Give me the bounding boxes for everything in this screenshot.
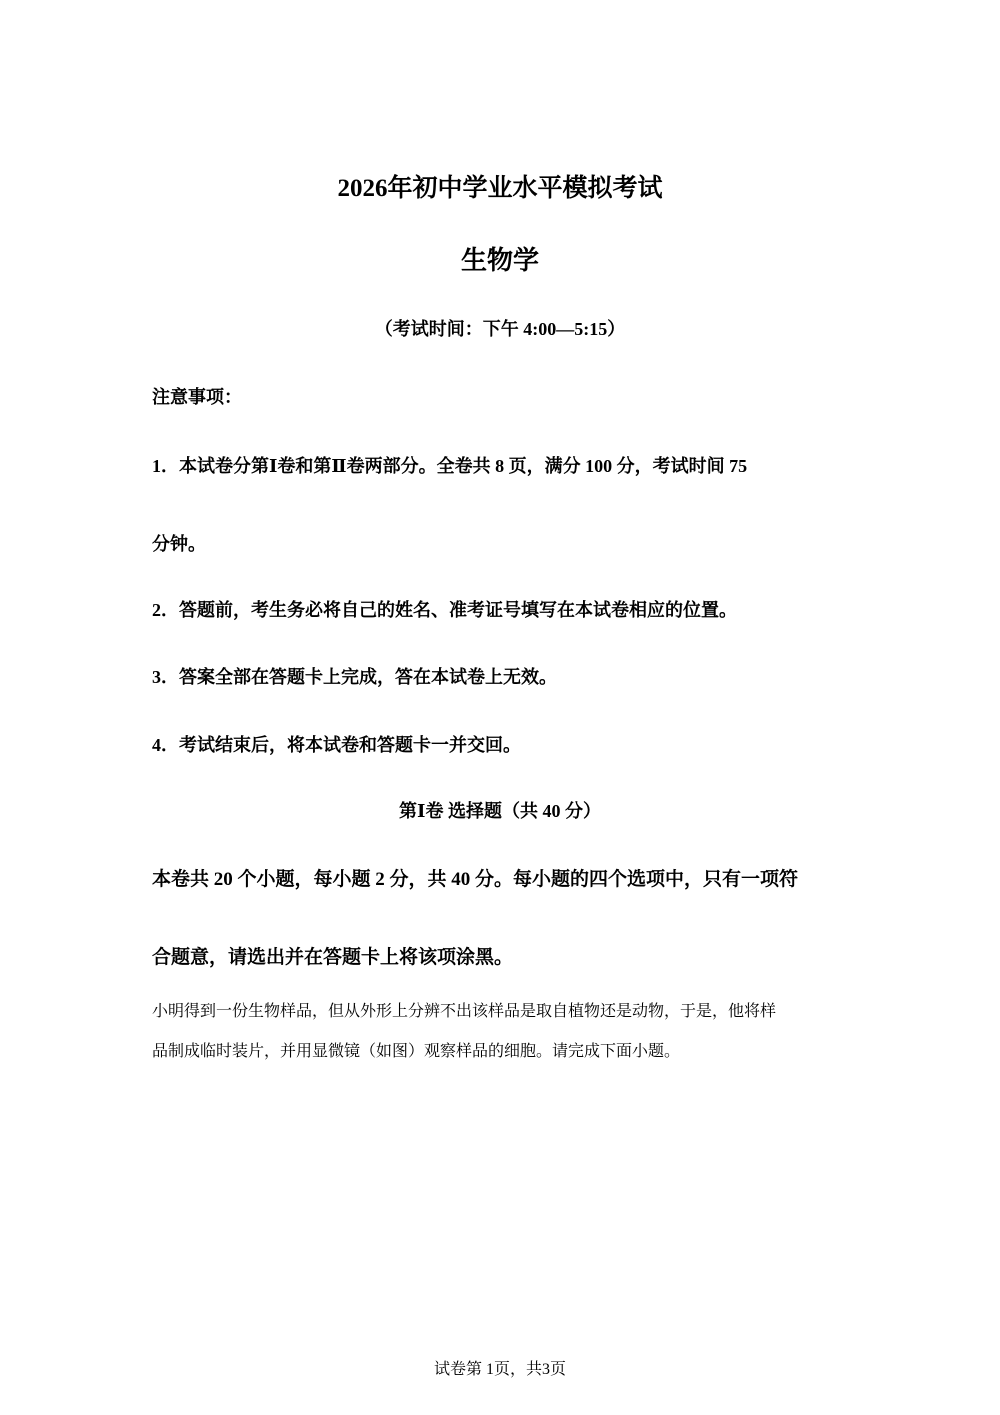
- notice-item-1-line-1: 1．本试卷分第Ⅰ卷和第Ⅱ卷两部分。全卷共 8 页，满分 100 分，考试时间 75: [152, 456, 748, 476]
- passage-line-1: 小明得到一份生物样品，但从外形上分辨不出该样品是取自植物还是动物，于是，他将样: [152, 1003, 777, 1020]
- passage-line-2: 品制成临时装片，并用显微镜（如图）观察样品的细胞。请完成下面小题。: [152, 1043, 681, 1060]
- notice-heading: 注意事项：: [152, 387, 242, 407]
- section-instruction-line-1: 本卷共 20 个小题，每小题 2 分，共 40 分。每小题的四个选项中，只有一项符: [152, 869, 799, 890]
- exam-time: （考试时间：下午 4:00—5:15）: [374, 319, 626, 339]
- subject-title: 生物学: [460, 246, 539, 275]
- notice-item-4: 4．考试结束后，将本试卷和答题卡一并交回。: [152, 735, 521, 755]
- section-title: 第Ⅰ卷 选择题（共 40 分）: [399, 801, 601, 821]
- notice-item-1-line-2: 分钟。: [152, 534, 206, 554]
- notice-item-3: 3．答案全部在答题卡上完成，答在本试卷上无效。: [152, 667, 557, 687]
- notice-item-2: 2．答题前，考生务必将自己的姓名、准考证号填写在本试卷相应的位置。: [152, 600, 737, 620]
- section-instruction-line-2: 合题意，请选出并在答题卡上将该项涂黑。: [152, 947, 514, 968]
- exam-title: 2026年初中学业水平模拟考试: [337, 175, 663, 202]
- page-footer: 试卷第 1页，共3页: [433, 1361, 566, 1378]
